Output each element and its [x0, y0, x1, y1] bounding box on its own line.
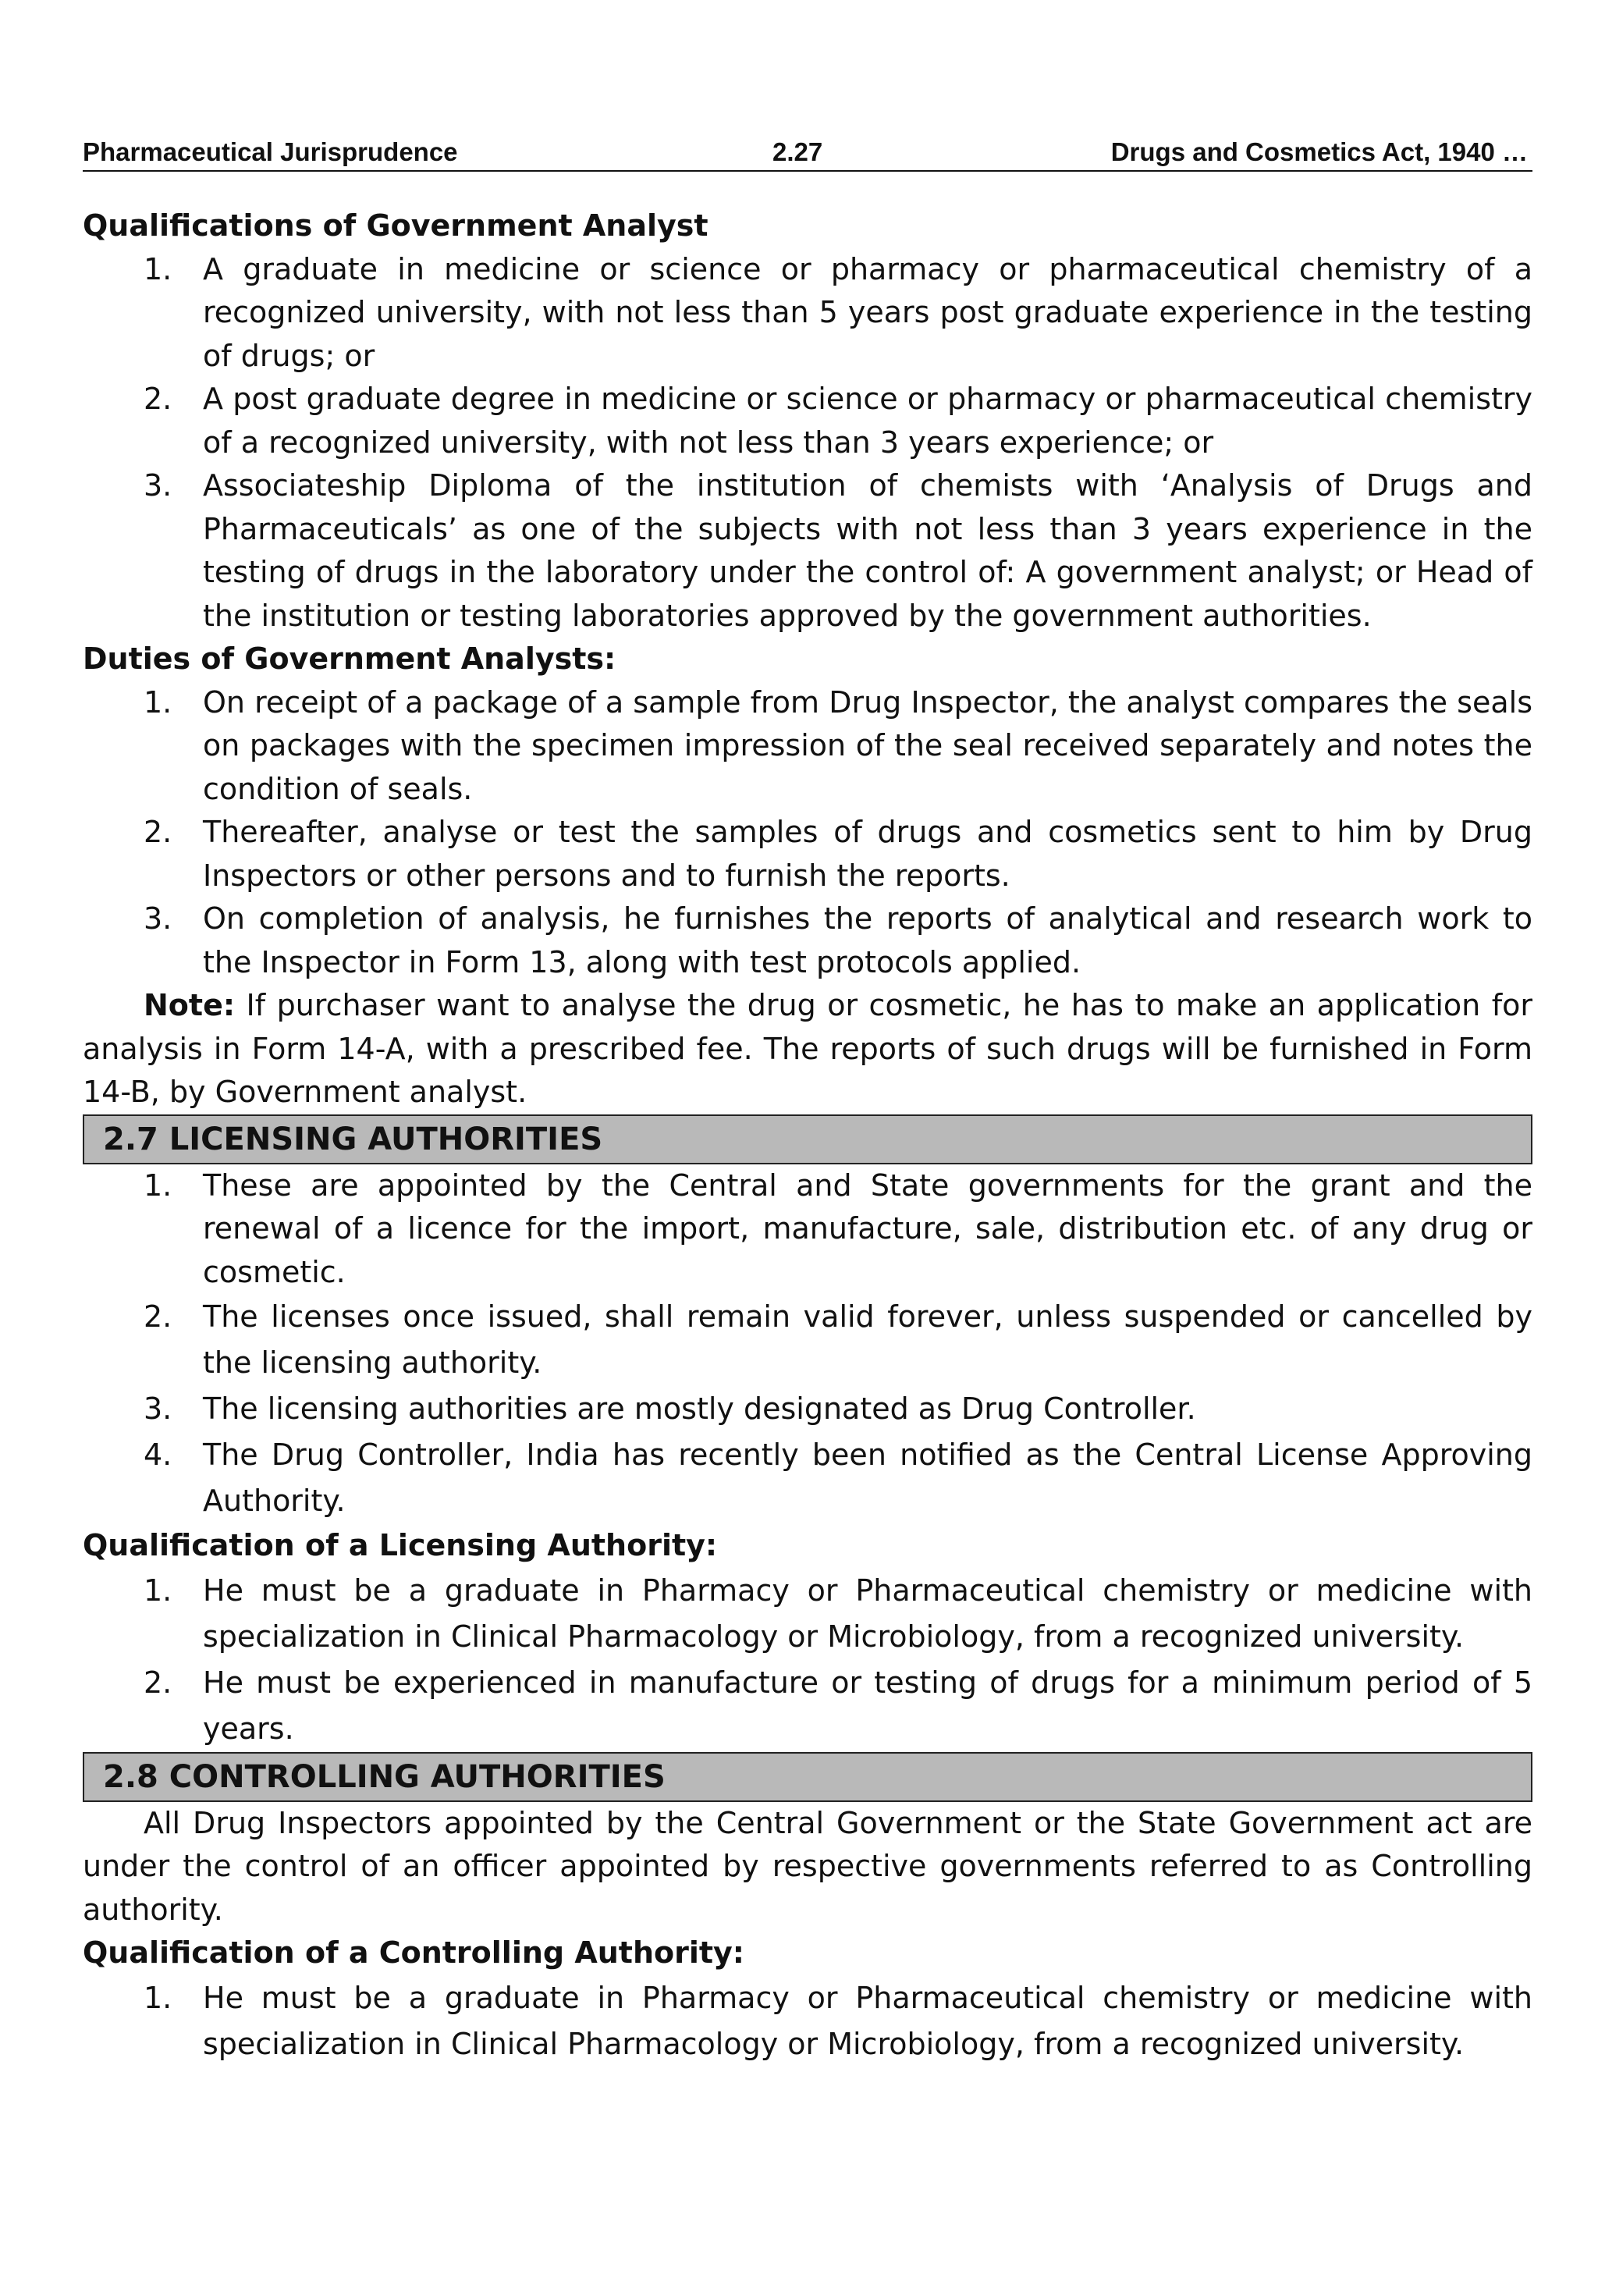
licensing-authority-qualification-list [83, 1568, 1532, 1752]
gov-analyst-qualifications-heading: Qualifications of Government Analyst [83, 208, 708, 243]
controlling-authority-qualification-heading: Qualification of a Controlling Authority: [83, 1935, 745, 1970]
section-heading-controlling: 2.8 CONTROLLING AUTHORITIES [83, 1752, 1532, 1802]
list-item-text: The licenses once issued, shall remain valid forever, unless suspended or cancelled by the licensing authority. [203, 1299, 1532, 1380]
list-number: 1. [144, 1168, 172, 1203]
list-item [83, 1164, 1532, 1295]
list-item [83, 1660, 1532, 1752]
list-item [83, 1975, 1532, 2067]
licensing-authorities-list [83, 1164, 1532, 1525]
list-number: 3. [144, 901, 172, 936]
list-item [83, 248, 1532, 379]
list-number: 2. [144, 1299, 172, 1334]
list-item-text: He must be a graduate in Pharmacy or Pharmaceutical chemistry or medicine with specialization in Clinical Pharmacology or Microbiology, from a recognized university. [203, 1980, 1532, 2061]
list-item [83, 681, 1532, 812]
list-item [83, 897, 1532, 984]
list-number: 4. [144, 1438, 172, 1472]
list-item [83, 464, 1532, 638]
section-heading-licensing: 2.7 LICENSING AUTHORITIES [83, 1114, 1532, 1164]
list-item-text: The Drug Controller, India has recently been notified as the Central License Approving Authority. [203, 1438, 1532, 1518]
header-book-title: Pharmaceutical Jurisprudence [83, 137, 458, 166]
note-paragraph [83, 984, 1532, 1114]
list-item-text: Associateship Diploma of the institution of chemists with ‘Analysis of Drugs and Pharmaceuticals’ as one of the subjects with not less than 3 years experience in the testing of drugs in the laboratory under the control of: A government analyst; or Head of the institution or testing laboratories approved by the government authorities. [203, 468, 1532, 633]
header-page-number: 2.27 [772, 137, 823, 166]
list-number: 1. [144, 1980, 172, 2015]
list-item [83, 378, 1532, 464]
list-item-text: A post graduate degree in medicine or science or pharmacy or pharmaceutical chemistry of a recognized university, with not less than 3 years experience; or [203, 382, 1532, 460]
controlling-authority-qualification-list [83, 1975, 1532, 2067]
page-body [83, 204, 1532, 2067]
list-item [83, 1568, 1532, 1660]
list-item-text: These are appointed by the Central and State governments for the grant and the renewal of a licence for the import, manufacture, sale, distribution etc. of any drug or cosmetic. [203, 1168, 1532, 1289]
list-number: 3. [144, 468, 172, 503]
list-number: 2. [144, 815, 172, 849]
gov-analyst-qualifications-list [83, 248, 1532, 638]
list-item-text: On receipt of a package of a sample from Drug Inspector, the analyst compares the seals on packages with the specimen impression of the seal received separately and notes the condition of seals. [203, 684, 1532, 806]
note-text: If purchaser want to analyse the drug or cosmetic, he has to make an application for analysis in Form 14-A, with a prescribed fee. The reports of such drugs will be furnished in Form 14-B, by Government analyst. [83, 988, 1532, 1109]
list-number: 1. [144, 251, 172, 286]
list-number: 1. [144, 1573, 172, 1608]
list-item-text: The licensing authorities are mostly designated as Drug Controller. [203, 1391, 1196, 1426]
note-label: Note: [144, 988, 236, 1022]
list-number: 2. [144, 1665, 172, 1700]
list-number: 1. [144, 684, 172, 720]
list-item-text: He must be experienced in manufacture or testing of drugs for a minimum period of 5 years. [203, 1665, 1532, 1746]
running-header [83, 134, 1532, 172]
list-item-text: On completion of analysis, he furnishes the reports of analytical and research work to the Inspector in Form 13, along with test protocols applied. [203, 901, 1532, 979]
header-chapter-title: Drugs and Cosmetics Act, 1940 … [1110, 137, 1528, 166]
list-number: 3. [144, 1391, 172, 1426]
list-item-text: A graduate in medicine or science or pharmacy or pharmaceutical chemistry of a recognized university, with not less than 5 years post graduate experience in the testing of drugs; or [203, 251, 1532, 373]
list-number: 2. [144, 382, 172, 416]
controlling-authorities-paragraph: All Drug Inspectors appointed by the Central Government or the State Government act are under the control of an officer appointed by respective governments referred to as Controlling authority. [83, 1805, 1532, 1927]
list-item-text: He must be a graduate in Pharmacy or Pharmaceutical chemistry or medicine with specialization in Clinical Pharmacology or Microbiology, from a recognized university. [203, 1573, 1532, 1654]
gov-analyst-duties-list [83, 681, 1532, 985]
list-item-text: Thereafter, analyse or test the samples of drugs and cosmetics sent to him by Drug Inspectors or other persons and to furnish the reports. [203, 815, 1532, 893]
gov-analyst-duties-heading: Duties of Government Analysts: [83, 642, 616, 676]
licensing-authority-qualification-heading: Qualification of a Licensing Authority: [83, 1528, 718, 1562]
list-item [83, 1432, 1532, 1524]
list-item [83, 811, 1532, 897]
list-item [83, 1386, 1532, 1432]
list-item [83, 1294, 1532, 1386]
